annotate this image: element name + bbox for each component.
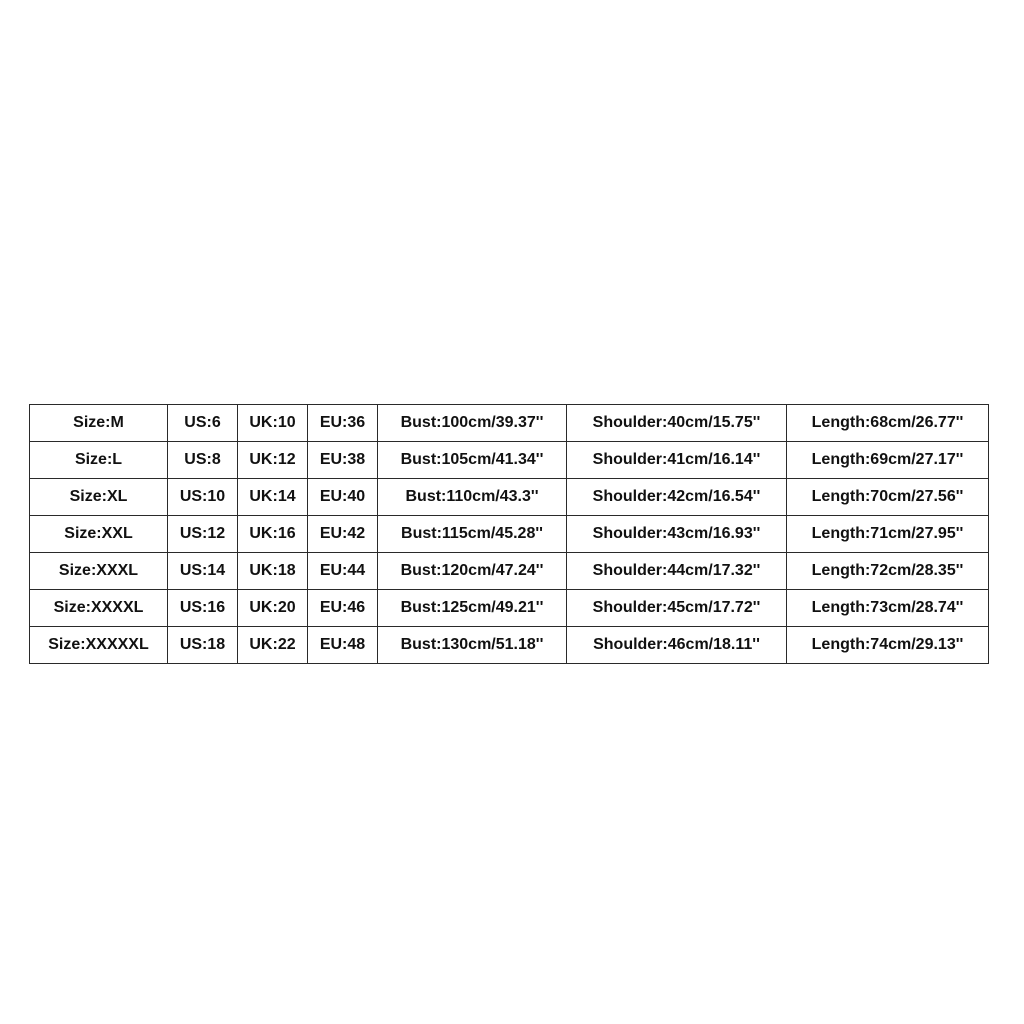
length-cell: Length:70cm/27.56'' <box>787 479 989 516</box>
size-cell: Size:XXL <box>30 516 168 553</box>
uk-size-cell: UK:12 <box>238 442 308 479</box>
bust-cell: Bust:110cm/43.3'' <box>378 479 567 516</box>
uk-size-cell: UK:10 <box>238 405 308 442</box>
eu-size-cell: EU:36 <box>308 405 378 442</box>
eu-size-cell: EU:38 <box>308 442 378 479</box>
bust-cell: Bust:120cm/47.24'' <box>378 553 567 590</box>
table-row <box>30 516 989 553</box>
size-cell: Size:XXXXXL <box>30 627 168 664</box>
length-cell: Length:69cm/27.17'' <box>787 442 989 479</box>
bust-cell: Bust:125cm/49.21'' <box>378 590 567 627</box>
shoulder-cell: Shoulder:44cm/17.32'' <box>567 553 787 590</box>
length-cell: Length:72cm/28.35'' <box>787 553 989 590</box>
eu-size-cell: EU:46 <box>308 590 378 627</box>
length-cell: Length:71cm/27.95'' <box>787 516 989 553</box>
shoulder-cell: Shoulder:41cm/16.14'' <box>567 442 787 479</box>
us-size-cell: US:18 <box>168 627 238 664</box>
uk-size-cell: UK:16 <box>238 516 308 553</box>
uk-size-cell: UK:22 <box>238 627 308 664</box>
bust-cell: Bust:115cm/45.28'' <box>378 516 567 553</box>
table-row <box>30 590 989 627</box>
eu-size-cell: EU:42 <box>308 516 378 553</box>
bust-cell: Bust:130cm/51.18'' <box>378 627 567 664</box>
length-cell: Length:74cm/29.13'' <box>787 627 989 664</box>
table-row <box>30 553 989 590</box>
shoulder-cell: Shoulder:40cm/15.75'' <box>567 405 787 442</box>
table-row <box>30 627 989 664</box>
eu-size-cell: EU:48 <box>308 627 378 664</box>
uk-size-cell: UK:18 <box>238 553 308 590</box>
size-cell: Size:XXXXL <box>30 590 168 627</box>
table-row <box>30 405 989 442</box>
size-cell: Size:L <box>30 442 168 479</box>
shoulder-cell: Shoulder:45cm/17.72'' <box>567 590 787 627</box>
shoulder-cell: Shoulder:43cm/16.93'' <box>567 516 787 553</box>
shoulder-cell: Shoulder:46cm/18.11'' <box>567 627 787 664</box>
uk-size-cell: UK:20 <box>238 590 308 627</box>
us-size-cell: US:12 <box>168 516 238 553</box>
size-cell: Size:XXXL <box>30 553 168 590</box>
bust-cell: Bust:100cm/39.37'' <box>378 405 567 442</box>
table-row <box>30 479 989 516</box>
us-size-cell: US:8 <box>168 442 238 479</box>
uk-size-cell: UK:14 <box>238 479 308 516</box>
size-cell: Size:XL <box>30 479 168 516</box>
size-chart-table <box>29 404 989 664</box>
eu-size-cell: EU:40 <box>308 479 378 516</box>
table-row <box>30 442 989 479</box>
us-size-cell: US:14 <box>168 553 238 590</box>
us-size-cell: US:16 <box>168 590 238 627</box>
size-cell: Size:M <box>30 405 168 442</box>
us-size-cell: US:6 <box>168 405 238 442</box>
length-cell: Length:68cm/26.77'' <box>787 405 989 442</box>
bust-cell: Bust:105cm/41.34'' <box>378 442 567 479</box>
shoulder-cell: Shoulder:42cm/16.54'' <box>567 479 787 516</box>
length-cell: Length:73cm/28.74'' <box>787 590 989 627</box>
eu-size-cell: EU:44 <box>308 553 378 590</box>
us-size-cell: US:10 <box>168 479 238 516</box>
